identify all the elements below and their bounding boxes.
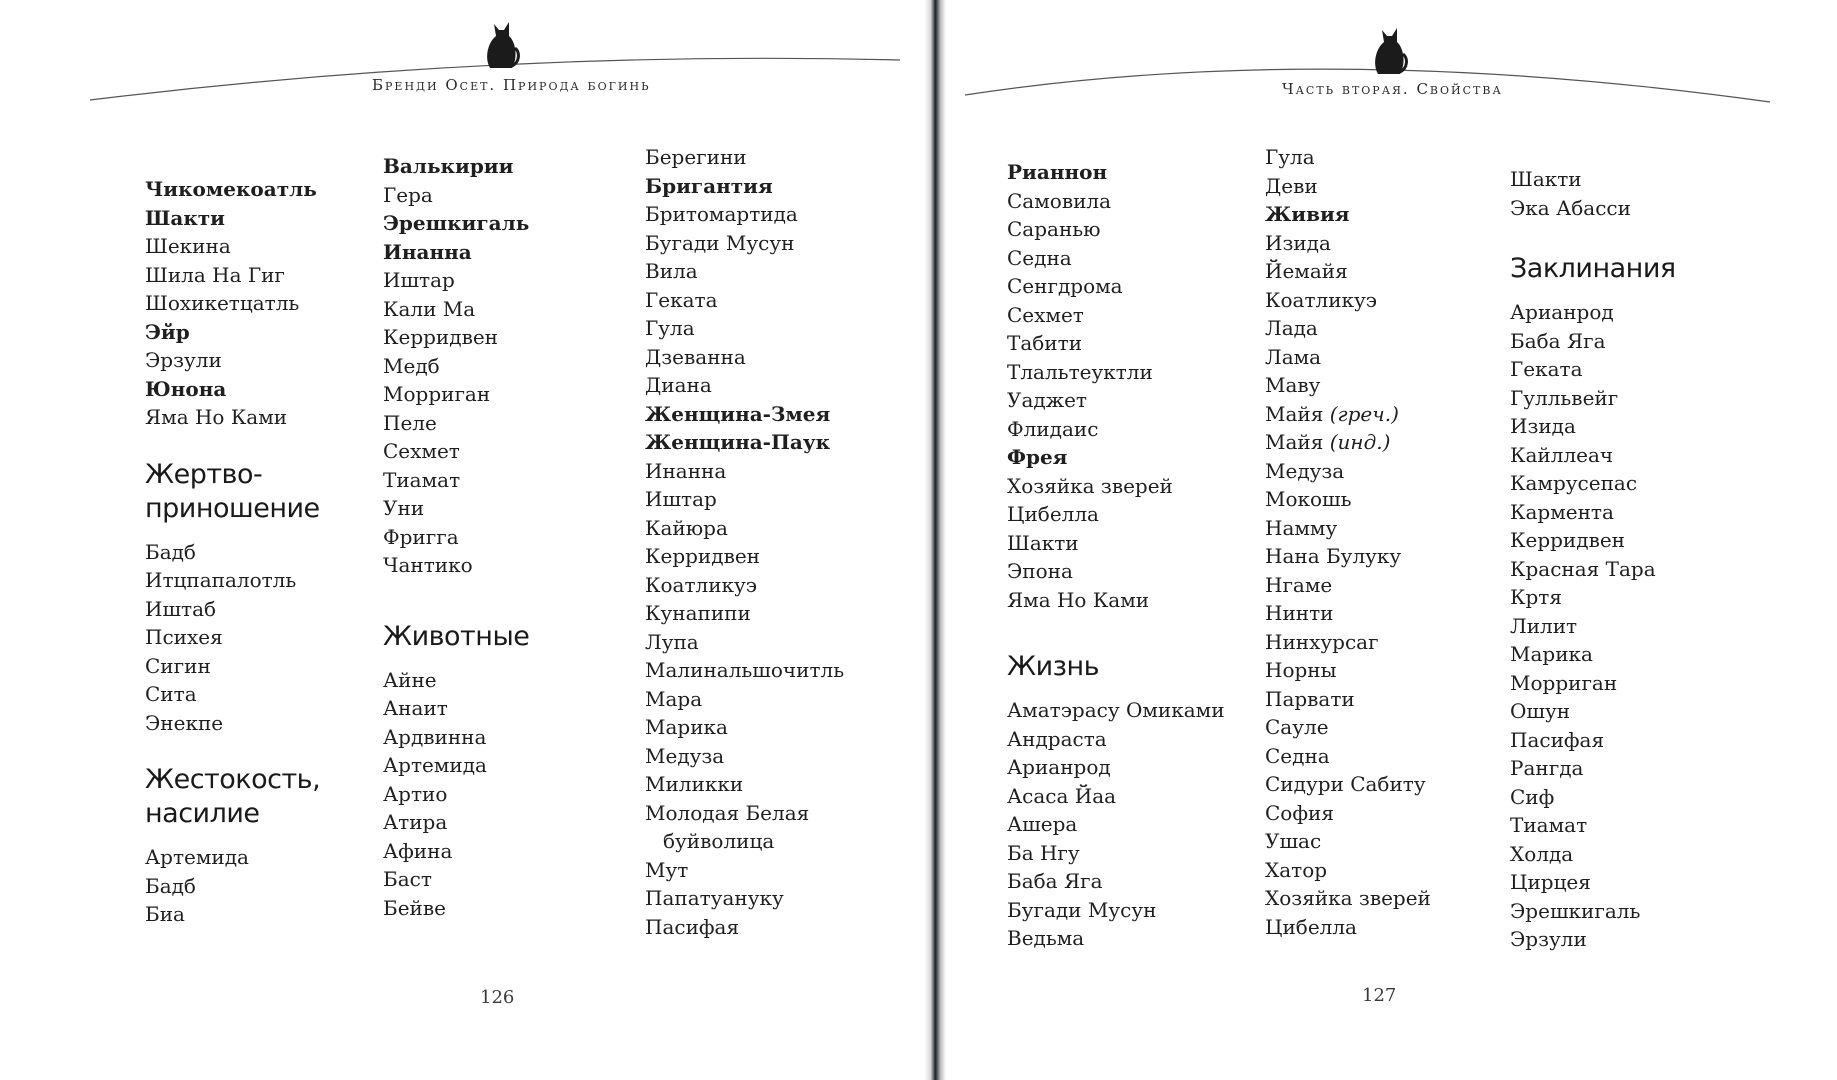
list-item: Сита [145,682,197,706]
list-item: Сехмет [1007,302,1084,327]
entry-list [383,152,529,580]
list-item: Женщина-Змея [645,401,831,426]
list-item: Сиф [1510,784,1555,809]
list-item: Тлальтеуктли [1007,359,1153,384]
column-3 [645,143,844,941]
list-item: Лада [1265,316,1318,340]
list-item: Иштар [383,268,455,292]
list-item: Эрешкигаль [1510,898,1641,923]
list-item: Керридвен [645,544,760,568]
list-item: Самовила [1007,188,1112,213]
list-item: Арианрод [1007,755,1111,779]
list-item: Гула [645,316,695,340]
list-item: Баба Яга [1007,869,1103,893]
list-item: Мокошь [1265,487,1352,511]
list-item: Гера [383,182,433,207]
column-2 [383,152,529,922]
list-item: Пасифая [645,914,740,939]
list-item: Диана [645,373,712,397]
list-item: Пеле [383,410,437,435]
list-item: Артемида [383,753,487,777]
list-item: Лупа [645,629,699,654]
entry-name: Майя [1265,430,1324,454]
entry-list [145,538,317,738]
list-item: Коатликуэ [645,572,758,597]
column-6 [1510,165,1676,954]
list-item: Женщина-Паук [645,430,831,454]
list-item: Артемида [145,845,249,869]
list-item: Маву [1265,373,1321,397]
list-item: Арианрод [1510,300,1614,324]
list-item [1265,428,1431,457]
entry-note: (греч.) [1329,401,1399,426]
page-number: 127 [1362,985,1397,1006]
list-item: Морриган [1510,670,1618,695]
entry-list [1510,298,1676,954]
list-item: Папатуануку [645,886,784,910]
section-heading: Жизнь [1007,651,1100,682]
list-item: Асаса Йаа [1007,783,1117,808]
header-rule-left [0,0,930,120]
list-item: Сенгдрома [1007,274,1123,298]
list-item: Сауле [1265,715,1329,739]
list-item: Уни [383,496,425,520]
list-item: Камрусепас [1510,471,1638,495]
list-item: Цибелла [1007,502,1099,526]
list-item: Ашера [1007,812,1078,836]
list-item: Иштаб [145,596,217,621]
list-item: Сидури Сабиту [1265,772,1426,796]
book-gutter [924,0,946,1080]
list-item: Кайллеач [1510,442,1614,467]
list-item: Бадб [145,873,196,898]
entry-list [1007,158,1225,614]
list-item: Энекпе [145,710,224,735]
list-item: Парвати [1265,686,1355,711]
list-item: Бритомартида [645,202,798,226]
list-item: Артио [383,781,448,806]
list-item: Эйр [145,319,190,344]
list-item: Рангда [1510,756,1584,780]
list-item: Эрзули [1510,927,1587,951]
list-item: Седна [1007,245,1072,270]
list-item: Ошун [1510,699,1571,723]
list-item: Красная Тара [1510,556,1656,581]
list-item: Айне [383,667,437,692]
list-item: Шила На Гиг [145,262,285,287]
list-item: Медб [383,353,440,378]
list-item: Деви [1265,173,1318,198]
list-item: Иштар [645,487,717,511]
list-item: Кртя [1510,585,1562,609]
list-item: Инанна [383,239,472,264]
list-item: Эрзули [145,348,222,372]
list-item: Цирцея [1510,870,1591,894]
list-item: Лилит [1510,613,1578,638]
list-item: Атира [383,810,448,834]
list-item: Фригга [383,524,459,549]
list-item: Бугади Мусун [1007,897,1157,922]
list-item: Морриган [383,382,491,406]
list-item: Лама [1265,344,1322,369]
list-item: Бадб [145,539,196,564]
list-item: Кармента [1510,499,1614,524]
list-item: Молодая Белая [645,800,810,825]
list-item: Малинальшочитль [645,658,845,682]
list-item: Намму [1265,515,1338,540]
section-heading: Заклинания [1510,253,1676,284]
running-head: Бренди Осет. Природа богинь [372,76,651,94]
list-item: Кунапипи [645,601,751,625]
list-item: Бейве [383,895,446,920]
list-item: Шакти [1510,167,1582,191]
list-item: буйволица [663,829,775,853]
list-item: Флидаис [1007,416,1099,441]
list-item: Хозяйка зверей [1265,886,1431,910]
list-item: Яма Но Ками [145,405,288,429]
list-item: Бригантия [645,173,773,198]
entry-list [1007,696,1225,953]
column-4 [1007,158,1225,953]
list-item: Валькирии [383,154,514,178]
list-item: Норны [1265,658,1337,682]
list-item: Уаджет [1007,388,1087,412]
list-item: Марика [645,715,728,739]
right-page [945,0,1837,1080]
list-item: Эка Абасси [1510,195,1631,220]
list-item: Хозяйка зверей [1007,473,1173,498]
list-item: Чантико [383,553,473,577]
list-item: Табити [1007,331,1083,355]
list-item: Йемайя [1265,259,1348,283]
section-heading: Жестокость, насилие [145,764,321,829]
list-item: Марика [1510,642,1593,666]
list-item: Инанна [645,458,727,483]
list-item: Кайюра [645,515,728,540]
column-1 [145,175,321,929]
list-item: Баст [383,867,432,891]
list-item: Седна [1265,743,1330,768]
list-item: Шохикетцатль [145,291,300,315]
list-item: София [1265,800,1334,825]
entry-list [1510,165,1676,222]
list-item: Психея [145,625,223,649]
list-item: Тиамат [1510,813,1588,837]
list-item: Тиамат [383,467,461,492]
list-item: Ардвинна [383,724,487,749]
list-item: Аматэрасу Омиками [1007,698,1225,722]
list-item: Шакти [145,205,225,230]
list-item: Вила [645,259,698,283]
list-item: Изида [1510,414,1576,438]
list-item: Медуза [645,743,725,768]
section-heading: Жертво-приношение [145,458,320,524]
list-item: Коатликуэ [1265,287,1378,312]
list-item: Кали Ма [383,296,476,321]
entry-list [645,143,844,941]
list-item: Медуза [1265,458,1345,483]
list-item: Керридвен [383,325,498,349]
list-item: Пасифая [1510,727,1605,752]
cat-icon [482,12,520,70]
list-item: Биа [145,902,185,926]
list-item [1265,400,1431,429]
entry-list [145,175,317,432]
list-item: Юнона [145,376,227,401]
running-head: Часть вторая. Свойства [1282,80,1503,98]
entry-list [383,666,529,923]
list-item: Эпона [1007,559,1073,583]
list-item: Гулльвейг [1510,385,1619,410]
list-item: Геката [645,287,718,312]
list-item: Берегини [645,145,747,169]
cat-icon [1370,18,1408,76]
list-item: Мут [645,857,689,882]
list-item: Шекина [145,234,231,258]
entry-list [1265,143,1431,941]
list-item: Ушас [1265,829,1322,853]
list-item: Гула [1265,145,1315,169]
list-item: Нинти [1265,601,1334,625]
list-item: Геката [1510,357,1583,381]
list-item: Сигин [145,653,211,678]
list-item: Шакти [1007,530,1079,555]
list-item: Цибелла [1265,914,1357,939]
section-heading: Животные [383,620,530,652]
list-item: Холда [1510,841,1574,866]
list-item: Эрешкигаль [383,211,530,235]
list-item: Чикомекоатль [145,177,317,201]
list-item: Мара [645,686,703,711]
list-item: Ведьма [1007,926,1085,950]
entry-note: (инд.) [1329,430,1391,454]
list-item: Бугади Мусун [645,230,795,255]
list-item: Изида [1265,230,1331,255]
list-item: Андраста [1007,726,1107,751]
list-item: Саранью [1007,217,1101,241]
list-item: Яма Но Ками [1007,587,1150,612]
list-item: Ба Нгу [1007,840,1080,865]
page-number: 126 [480,987,515,1008]
list-item: Нана Булуку [1265,544,1402,568]
list-item: Дзеванна [645,344,746,369]
list-item: Итцпапалотль [145,568,297,592]
list-item: Миликки [645,772,744,796]
list-item: Нинхурсаг [1265,629,1379,654]
list-item: Баба Яга [1510,328,1606,353]
list-item: Рианнон [1007,160,1108,184]
column-5 [1265,143,1431,941]
list-item: Афина [383,838,453,863]
list-item: Живия [1265,202,1350,226]
list-item: Керридвен [1510,528,1625,552]
entry-list [145,843,317,929]
list-item: Сехмет [383,439,460,463]
list-item: Анаит [383,696,448,720]
entry-name: Майя [1265,401,1324,426]
list-item: Хатор [1265,857,1328,882]
list-item: Нгаме [1265,572,1333,597]
list-item: Фрея [1007,445,1068,469]
